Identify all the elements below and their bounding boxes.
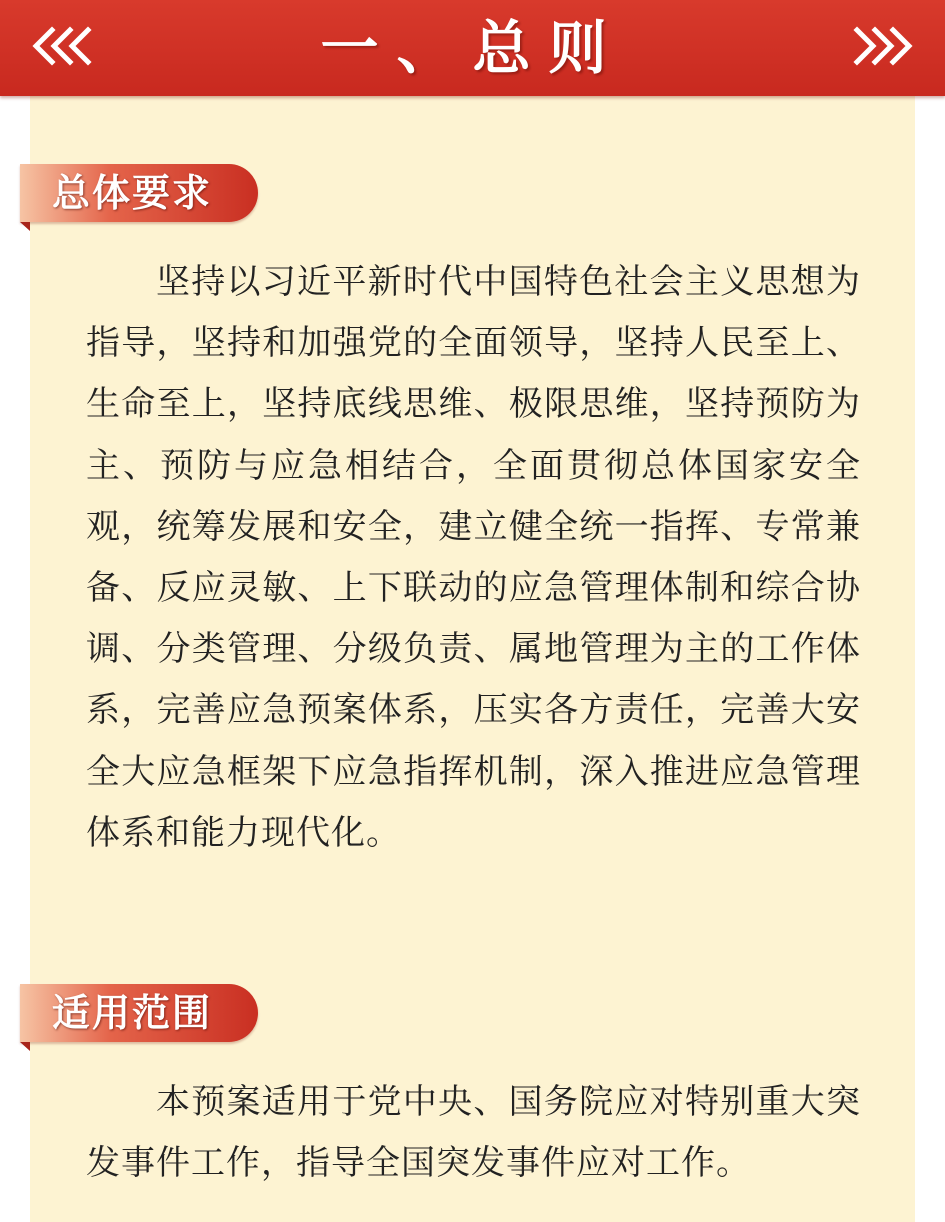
section-heading: 总体要求: [52, 170, 213, 215]
section-heading-tag: [20, 164, 258, 222]
section-body-text: 本预案适用于党中央、国务院应对特别重大突发事件工作，指导全国突发事件应对工作。: [86, 1082, 861, 1184]
section-heading: 适用范围: [52, 990, 213, 1035]
page-title: 一、总则: [320, 14, 625, 82]
section-body-text: 坚持以习近平新时代中国特色社会主义思想为指导，坚持和加强党的全面领导，坚持人民至上、生命至上，坚持底线思维、极限思维，坚持预防为主、预防与应急相结合，全面贯彻总体国家安全观，统筹发展和安全，建立健全统一指挥、专常兼备、反应灵敏、上下联动的应急管理体制和综合协调、分类管理、分级负责、属地管理为主的工作体系，完善应急预案体系，压实各方责任，完善大安全大应急框架下应急指挥机制，深入推进应急管理体系和能力现代化。: [86, 262, 861, 853]
triple-chevron-right-icon: [849, 18, 915, 74]
header-bar: [0, 0, 945, 96]
section-heading-tag: [20, 984, 258, 1042]
